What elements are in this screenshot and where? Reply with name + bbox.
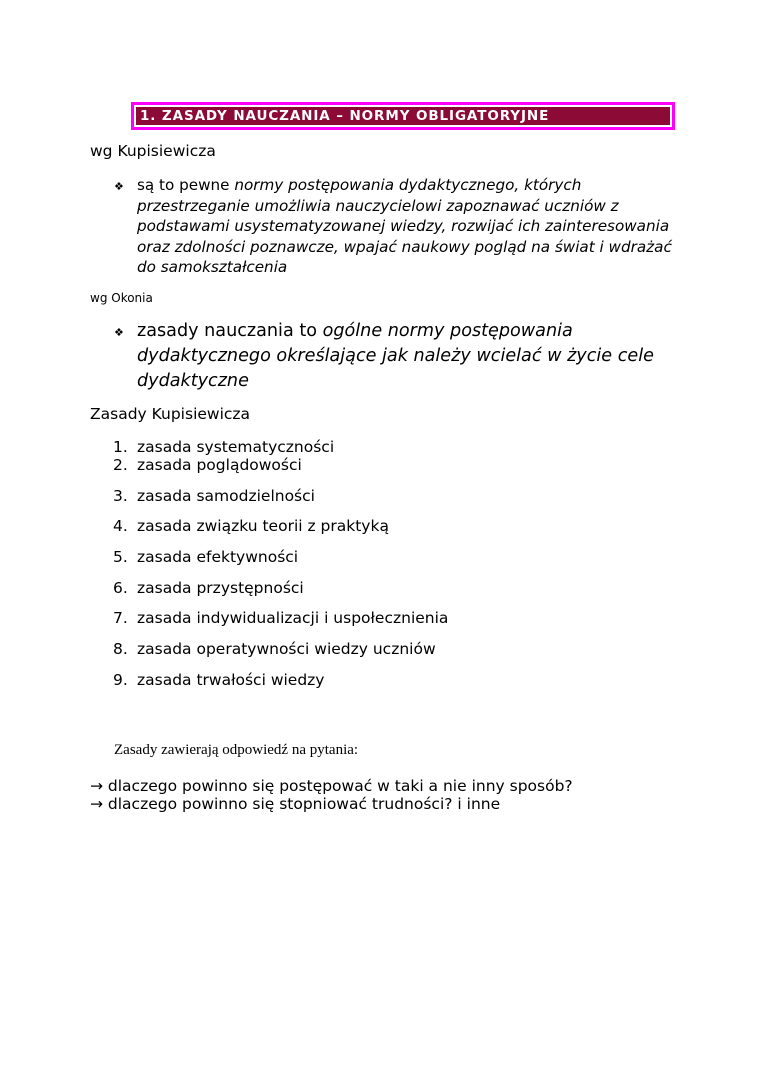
definition-okon-lead: zasady nauczania to [137,321,323,341]
list-item-text: zasada indywidualizacji i uspołecznienia [137,609,449,627]
list-item-number: 1. [113,438,128,456]
list-item-number: 3. [113,487,128,505]
diamond-bullet-icon: ❖ [114,326,124,339]
diamond-bullet-icon: ❖ [114,180,124,193]
list-item-text: zasada związku teorii z praktyką [137,517,389,535]
list-item-number: 5. [113,548,128,566]
list-item-text: zasada efektywności [137,548,299,566]
list-item-text: zasada przystępności [137,579,304,597]
definition-kupisiewicz-italic: normy postępowania dydaktycznego, których przestrzeganie umożliwia nauczycielowi zapoznawać uczniów z podstawami usystematyzowanej wiedzy, rozwijać ich zainteresowania oraz zdolności poznawcze, wpajać naukowy pogląd na świat i wdrażać do samokształcenia [137,176,672,276]
list-item-number: 8. [113,640,128,658]
list-item-text: zasada systematyczności [137,438,335,456]
source-label-okon: wg Okonia [90,291,153,305]
section-heading-text: 1. ZASADY NAUCZANIA – NORMY OBLIGATORYJNE [140,108,550,124]
list-item-text: zasada poglądowości [137,456,302,474]
definition-okon [137,319,677,394]
list-item-text: zasada samodzielności [137,487,315,505]
section-heading-fill [136,107,670,125]
list-item-number: 6. [113,579,128,597]
question-line: → dlaczego powinno się postępować w taki a nie inny sposób? [90,777,573,795]
list-title: Zasady Kupisiewicza [90,405,251,423]
definition-kupisiewicz [137,175,677,278]
definition-okon-italic: ogólne normy postępowania dydaktycznego określające jak należy wcielać w życie cele dydaktyczne [137,321,654,391]
list-item-number: 2. [113,456,128,474]
list-item-number: 9. [113,671,128,689]
note-text: Zasady zawierają odpowiedź na pytania: [114,742,359,758]
list-item-number: 7. [113,609,128,627]
list-item-number: 4. [113,517,128,535]
list-item-text: zasada operatywności wiedzy uczniów [137,640,436,658]
list-item-text: zasada trwałości wiedzy [137,671,325,689]
section-heading [131,102,675,130]
source-label-kupisiewicz: wg Kupisiewicza [90,142,216,160]
question-line: → dlaczego powinno się stopniować trudności? i inne [90,795,501,813]
definition-kupisiewicz-lead: są to pewne [137,176,235,194]
